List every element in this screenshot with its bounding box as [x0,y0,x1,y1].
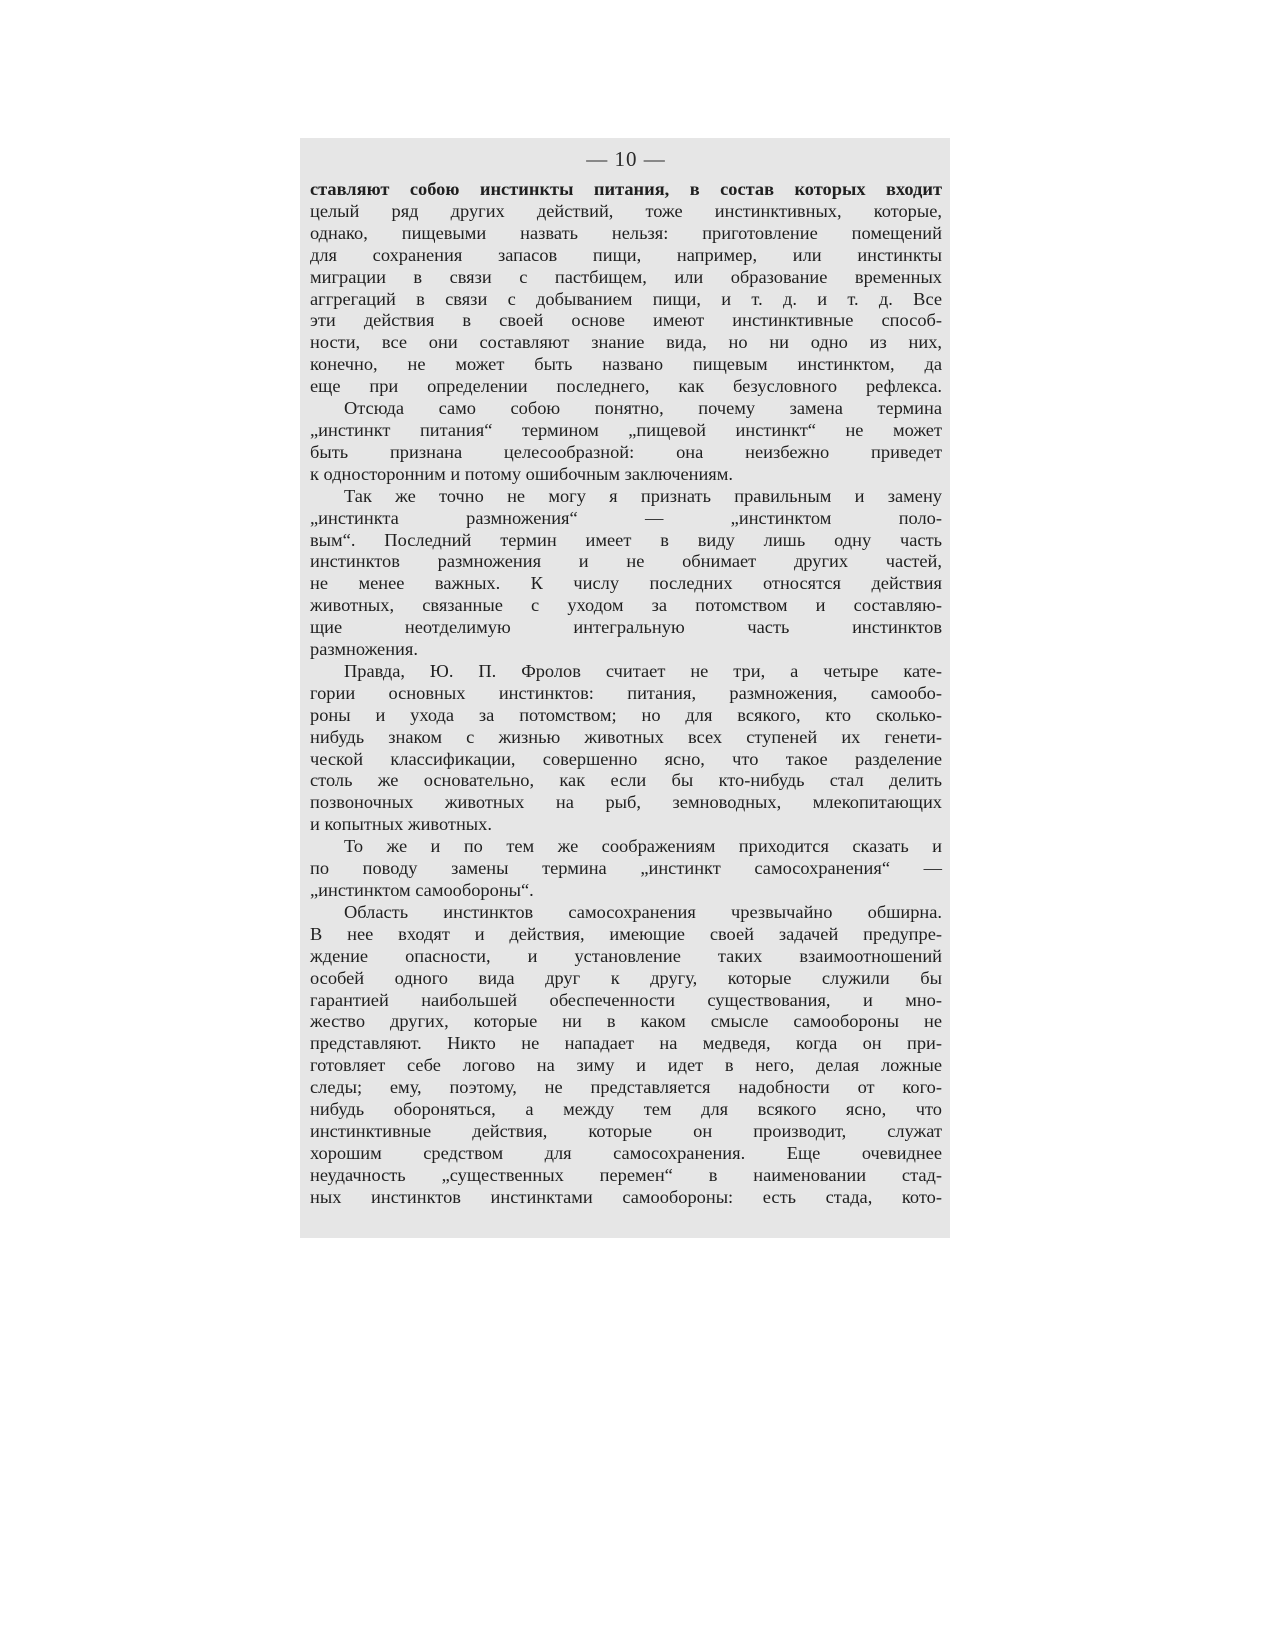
text-line: конечно, не может быть названо пищевым инстинктом, да [310,354,942,375]
text-line: аггрегаций в связи с добыванием пищи, и т. д. и т. д. Все [310,288,942,309]
paragraph [310,486,942,661]
text-line: Отсюда само собою понятно, почему замена термина [344,398,942,419]
text-line: эти действия в своей основе имеют инстинктивные способ- [310,310,942,331]
text-line: неудачность „существенных перемен“ в наименовании стад- [310,1164,942,1185]
text-line: ности, все они составляют знание вида, но ни одно из них, [310,332,942,353]
text-line: целый ряд других действий, тоже инстинктивных, которые, [310,200,942,221]
scanned-page [300,138,950,1238]
paragraph [310,398,942,486]
text-line: роны и ухода за потомством; но для всякого, кто сколько- [310,704,942,725]
text-line: хорошим средством для самосохранения. Еще очевиднее [310,1142,942,1163]
text-line: вым“. Последний термин имеет в виду лишь одну часть [310,529,942,550]
text-line: позвоночных животных на рыб, земноводных, млекопитающих [310,792,942,813]
text-line: представляют. Никто не нападает на медведя, когда он при- [310,1033,942,1054]
paragraph [310,902,942,1209]
text-line: нибудь знаком с жизнью животных всех ступеней их генети- [310,726,942,747]
paragraph [310,661,942,836]
text-line: не менее важных. К числу последних относятся действия [310,573,942,594]
text-line: гории основных инстинктов: питания, размножения, самообо- [310,682,942,703]
text-line: „инстинкт питания“ термином „пищевой инстинкт“ не может [310,419,942,440]
text-line: То же и по тем же соображениям приходится сказать и [344,836,942,857]
text-line: Так же точно не могу я признать правильным и замену [344,485,942,506]
text-line: следы; ему, поэтому, не представляется надобности от кого- [310,1077,942,1098]
text-line: ждение опасности, и установление таких взаимоотношений [310,945,942,966]
text-line: особей одного вида друг к другу, которые служили бы [310,967,942,988]
body-text [310,179,942,1209]
paragraph [310,179,942,398]
text-line: к односторонним и потому ошибочным заключениям. [310,463,733,484]
text-line: Область инстинктов самосохранения чрезвычайно обширна. [344,901,942,922]
text-line: инстинктов размножения и не обнимает других частей, [310,551,942,572]
text-line: однако, пищевыми назвать нельзя: приготовление помещений [310,222,942,243]
text-line: по поводу замены термина „инстинкт самосохранения“ — [310,858,942,879]
text-line: ставляют собою инстинкты питания, в состав которых входит [310,179,942,199]
text-line: ческой классификации, совершенно ясно, что такое разделение [310,748,942,769]
text-line: инстинктивные действия, которые он производит, служат [310,1120,942,1141]
text-line: готовляет себе логово на зиму и идет в него, делая ложные [310,1055,942,1076]
text-line: ных инстинктов инстинктами самообороны: есть стада, кото- [310,1186,942,1207]
text-line: и копытных животных. [310,814,492,835]
text-line: гарантией наибольшей обеспеченности существования, и мно- [310,989,942,1010]
text-line: нибудь обороняться, а между тем для всякого ясно, что [310,1099,942,1120]
text-line: „инстинктом самообороны“. [310,880,534,900]
page-number: — 10 — [586,147,666,171]
text-line: жество других, которые ни в каком смысле самообороны не [310,1011,942,1032]
text-line: щие неотделимую интегральную часть инстинктов [310,617,942,638]
text-line: „инстинкта размножения“ — „инстинктом поло- [310,507,942,528]
text-line: быть признана целесообразной: она неизбежно приведет [310,441,942,462]
text-line: миграции в связи с пастбищем, или образование временных [310,266,942,287]
text-line: Правда, Ю. П. Фролов считает не три, а четыре кате- [344,660,942,681]
paragraph [310,836,942,902]
text-line: еще при определении последнего, как безусловного рефлекса. [310,376,942,397]
text-line: для сохранения запасов пищи, например, или инстинкты [310,244,942,265]
text-line: столь же основательно, как если бы кто-нибудь стал делить [310,770,942,791]
text-line: В нее входят и действия, имеющие своей задачей предупре- [310,923,942,944]
text-line: животных, связанные с уходом за потомством и составляю- [310,595,942,616]
text-line: размножения. [310,639,418,660]
